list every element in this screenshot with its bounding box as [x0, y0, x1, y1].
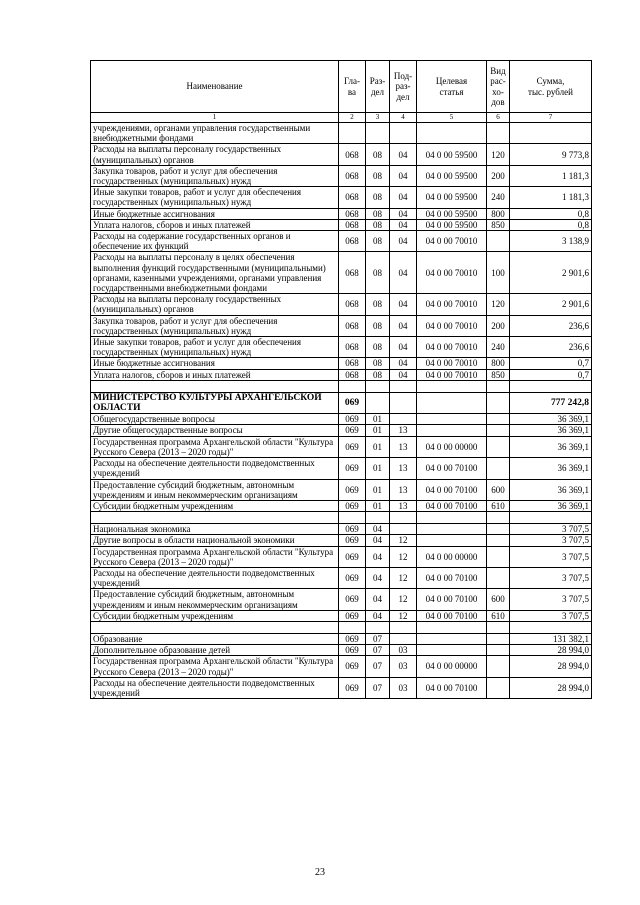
- row-target-article-cell: [417, 392, 487, 413]
- row-expense-type-cell: [487, 524, 510, 535]
- row-glava-cell: 069: [339, 458, 366, 479]
- row-target-article-cell: 04 0 00 59500: [417, 219, 487, 230]
- table-row: [91, 337, 592, 358]
- row-razdel-cell: 04: [366, 535, 390, 546]
- table-row: [91, 231, 592, 252]
- row-podrazdel-cell: 04: [390, 187, 417, 208]
- row-target-article-cell: 04 0 00 70010: [417, 358, 487, 369]
- row-expense-type-cell: [487, 414, 510, 425]
- row-glava-cell: 069: [339, 546, 366, 567]
- row-name-cell: Уплата налогов, сборов и иных платежей: [91, 219, 339, 230]
- row-amount-cell: 9 773,8: [510, 144, 592, 165]
- row-amount-cell: 36 369,1: [510, 436, 592, 457]
- table-row: [91, 546, 592, 567]
- row-podrazdel-cell: 13: [390, 458, 417, 479]
- row-expense-type-cell: 120: [487, 144, 510, 165]
- row-expense-type-cell: [487, 546, 510, 567]
- row-amount-cell: 3 707,5: [510, 589, 592, 610]
- row-amount-cell: 236,6: [510, 337, 592, 358]
- table-row: [91, 436, 592, 457]
- blank-cell: [366, 621, 390, 633]
- row-target-article-cell: 04 0 00 00000: [417, 656, 487, 677]
- row-name-cell: Субсидии бюджетным учреждениям: [91, 610, 339, 621]
- row-expense-type-cell: 600: [487, 479, 510, 500]
- blank-cell: [366, 380, 390, 392]
- row-expense-type-cell: 200: [487, 315, 510, 336]
- row-expense-type-cell: [487, 535, 510, 546]
- table-row: [91, 369, 592, 380]
- row-podrazdel-cell: 12: [390, 610, 417, 621]
- row-amount-cell: 3 707,5: [510, 524, 592, 535]
- column-number: 2: [339, 113, 366, 123]
- table-row: [91, 567, 592, 588]
- row-razdel-cell: 07: [366, 633, 390, 644]
- row-expense-type-cell: [487, 425, 510, 436]
- table-row: [91, 610, 592, 621]
- budget-table: [90, 60, 592, 699]
- table-row: [91, 144, 592, 165]
- table-row: [91, 414, 592, 425]
- blank-cell: [366, 512, 390, 524]
- row-glava-cell: 068: [339, 165, 366, 186]
- row-razdel-cell: 08: [366, 358, 390, 369]
- row-amount-cell: 3 707,5: [510, 610, 592, 621]
- row-target-article-cell: 04 0 00 70010: [417, 369, 487, 380]
- column-number: 3: [366, 113, 390, 123]
- blank-cell: [487, 512, 510, 524]
- row-podrazdel-cell: [390, 633, 417, 644]
- row-glava-cell: 068: [339, 231, 366, 252]
- table-body: [91, 123, 592, 699]
- row-target-article-cell: 04 0 00 59500: [417, 208, 487, 219]
- row-name-cell: Расходы на содержание государственных органов и обеспечение их функций: [91, 231, 339, 252]
- row-target-article-cell: 04 0 00 70100: [417, 589, 487, 610]
- row-amount-cell: 36 369,1: [510, 479, 592, 500]
- table-row: [91, 633, 592, 644]
- row-glava-cell: 068: [339, 208, 366, 219]
- row-name-cell: Субсидии бюджетным учреждениям: [91, 500, 339, 511]
- table-row: [91, 252, 592, 294]
- row-name-cell: Предоставление субсидий бюджетным, автономным учреждениям и иным некоммерческим организациям: [91, 479, 339, 500]
- row-name-cell: Расходы на выплаты персоналу государственных (муниципальных) органов: [91, 294, 339, 315]
- row-amount-cell: 3 707,5: [510, 567, 592, 588]
- row-expense-type-cell: [487, 436, 510, 457]
- row-target-article-cell: 04 0 00 70100: [417, 458, 487, 479]
- row-razdel-cell: 04: [366, 546, 390, 567]
- row-name-cell: Общегосударственные вопросы: [91, 414, 339, 425]
- row-name-cell: Закупка товаров, работ и услуг для обеспечения государственных (муниципальных) нужд: [91, 165, 339, 186]
- row-name-cell: Уплата налогов, сборов и иных платежей: [91, 369, 339, 380]
- row-razdel-cell: 08: [366, 144, 390, 165]
- header-glava: Гла- ва: [339, 61, 366, 113]
- row-podrazdel-cell: 04: [390, 294, 417, 315]
- row-target-article-cell: 04 0 00 70010: [417, 294, 487, 315]
- row-glava-cell: 068: [339, 337, 366, 358]
- row-name-cell: Дополнительное образование детей: [91, 645, 339, 656]
- row-name-cell: Иные закупки товаров, работ и услуг для обеспечения государственных (муниципальных) нужд: [91, 187, 339, 208]
- row-glava-cell: 068: [339, 369, 366, 380]
- row-glava-cell: 069: [339, 535, 366, 546]
- blank-cell: [417, 380, 487, 392]
- row-podrazdel-cell: 13: [390, 500, 417, 511]
- blank-cell: [91, 512, 339, 524]
- row-expense-type-cell: [487, 231, 510, 252]
- row-glava-cell: 069: [339, 436, 366, 457]
- row-glava-cell: 068: [339, 187, 366, 208]
- column-number: 6: [487, 113, 510, 123]
- row-podrazdel-cell: 04: [390, 219, 417, 230]
- row-podrazdel-cell: 03: [390, 656, 417, 677]
- column-number: 5: [417, 113, 487, 123]
- row-razdel-cell: 08: [366, 315, 390, 336]
- row-amount-cell: 3 707,5: [510, 535, 592, 546]
- row-glava-cell: 068: [339, 358, 366, 369]
- row-target-article-cell: 04 0 00 70100: [417, 677, 487, 698]
- row-name-cell: Расходы на выплаты персоналу государственных (муниципальных) органов: [91, 144, 339, 165]
- blank-cell: [339, 621, 366, 633]
- row-target-article-cell: 04 0 00 59500: [417, 165, 487, 186]
- row-podrazdel-cell: 13: [390, 425, 417, 436]
- row-glava-cell: 069: [339, 479, 366, 500]
- row-podrazdel-cell: 04: [390, 315, 417, 336]
- blank-cell: [487, 621, 510, 633]
- row-expense-type-cell: 600: [487, 589, 510, 610]
- row-amount-cell: 3 138,9: [510, 231, 592, 252]
- row-glava-cell: 069: [339, 633, 366, 644]
- row-razdel-cell: 08: [366, 208, 390, 219]
- table-row: [91, 458, 592, 479]
- row-razdel-cell: 08: [366, 231, 390, 252]
- row-razdel-cell: 04: [366, 610, 390, 621]
- row-glava-cell: 069: [339, 524, 366, 535]
- row-razdel-cell: 07: [366, 677, 390, 698]
- table-row: [91, 165, 592, 186]
- table-row: [91, 208, 592, 219]
- row-amount-cell: 236,6: [510, 315, 592, 336]
- row-glava-cell: 069: [339, 425, 366, 436]
- row-name-cell: Расходы на обеспечение деятельности подведомственных учреждений: [91, 458, 339, 479]
- blank-cell: [91, 621, 339, 633]
- header-razdel: Раз- дел: [366, 61, 390, 113]
- row-amount-cell: 2 901,6: [510, 294, 592, 315]
- row-expense-type-cell: [487, 392, 510, 413]
- row-glava-cell: 068: [339, 144, 366, 165]
- table-row: [91, 535, 592, 546]
- row-expense-type-cell: 800: [487, 358, 510, 369]
- row-amount-cell: 28 994,0: [510, 656, 592, 677]
- table-row: [91, 524, 592, 535]
- header-amount: Сумма, тыс. рублей: [510, 61, 592, 113]
- row-name-cell: Закупка товаров, работ и услуг для обеспечения государственных (муниципальных) нужд: [91, 315, 339, 336]
- row-target-article-cell: 04 0 00 70010: [417, 337, 487, 358]
- row-target-article-cell: 04 0 00 59500: [417, 144, 487, 165]
- blank-cell: [390, 512, 417, 524]
- row-razdel-cell: [366, 392, 390, 413]
- row-target-article-cell: [417, 633, 487, 644]
- row-name-cell: Государственная программа Архангельской области "Культура Русского Севера (2013 – 2020 годы)": [91, 546, 339, 567]
- row-glava-cell: 068: [339, 294, 366, 315]
- row-razdel-cell: 04: [366, 524, 390, 535]
- row-target-article-cell: 04 0 00 70100: [417, 610, 487, 621]
- row-podrazdel-cell: 03: [390, 645, 417, 656]
- row-podrazdel-cell: 04: [390, 144, 417, 165]
- row-razdel-cell: 08: [366, 165, 390, 186]
- row-target-article-cell: 04 0 00 70010: [417, 252, 487, 294]
- row-expense-type-cell: 850: [487, 369, 510, 380]
- row-expense-type-cell: 120: [487, 294, 510, 315]
- row-target-article-cell: [417, 535, 487, 546]
- row-glava-cell: 069: [339, 567, 366, 588]
- row-amount-cell: 0,7: [510, 369, 592, 380]
- row-expense-type-cell: 100: [487, 252, 510, 294]
- row-glava-cell: 068: [339, 219, 366, 230]
- row-target-article-cell: [417, 414, 487, 425]
- row-razdel-cell: 04: [366, 589, 390, 610]
- row-target-article-cell: 04 0 00 59500: [417, 187, 487, 208]
- row-target-article-cell: 04 0 00 70100: [417, 500, 487, 511]
- row-expense-type-cell: 610: [487, 500, 510, 511]
- blank-cell: [339, 512, 366, 524]
- row-name-cell: Расходы на выплаты персоналу в целях обеспечения выполнения функций государственными (муниципальными) органами, казенными учреждениями, органами управления государственными внебюджетными фондами: [91, 252, 339, 294]
- row-target-article-cell: 04 0 00 00000: [417, 436, 487, 457]
- row-target-article-cell: [417, 425, 487, 436]
- row-name-cell: Расходы на обеспечение деятельности подведомственных учреждений: [91, 567, 339, 588]
- row-glava-cell: 068: [339, 315, 366, 336]
- row-razdel-cell: 08: [366, 294, 390, 315]
- row-glava-cell: 068: [339, 252, 366, 294]
- row-razdel-cell: 08: [366, 219, 390, 230]
- blank-cell: [510, 380, 592, 392]
- row-name-cell: Иные бюджетные ассигнования: [91, 208, 339, 219]
- blank-row: [91, 380, 592, 392]
- table-row: [91, 677, 592, 698]
- blank-cell: [390, 621, 417, 633]
- row-podrazdel-cell: 13: [390, 436, 417, 457]
- row-amount-cell: 0,8: [510, 219, 592, 230]
- row-amount-cell: 28 994,0: [510, 677, 592, 698]
- row-name-cell: учреждениями, органами управления государственными внебюджетными фондами: [91, 123, 339, 144]
- row-name-cell: Расходы на обеспечение деятельности подведомственных учреждений: [91, 677, 339, 698]
- blank-cell: [510, 512, 592, 524]
- row-name-cell: Образование: [91, 633, 339, 644]
- row-expense-type-cell: 240: [487, 187, 510, 208]
- row-glava-cell: 069: [339, 656, 366, 677]
- row-amount-cell: 1 181,3: [510, 187, 592, 208]
- row-glava-cell: 069: [339, 500, 366, 511]
- table-row: [91, 645, 592, 656]
- column-number: 7: [510, 113, 592, 123]
- header-target-article: Целевая статья: [417, 61, 487, 113]
- row-glava-cell: 069: [339, 645, 366, 656]
- row-expense-type-cell: [487, 677, 510, 698]
- row-glava-cell: 069: [339, 392, 366, 413]
- row-podrazdel-cell: 12: [390, 546, 417, 567]
- row-amount-cell: 36 369,1: [510, 458, 592, 479]
- row-razdel-cell: 01: [366, 436, 390, 457]
- row-target-article-cell: [417, 524, 487, 535]
- row-expense-type-cell: 240: [487, 337, 510, 358]
- row-target-article-cell: [417, 123, 487, 144]
- row-razdel-cell: [366, 123, 390, 144]
- row-glava-cell: [339, 123, 366, 144]
- blank-cell: [339, 380, 366, 392]
- header-name: Наименование: [91, 61, 339, 113]
- row-razdel-cell: 08: [366, 337, 390, 358]
- row-expense-type-cell: [487, 633, 510, 644]
- row-target-article-cell: 04 0 00 70100: [417, 479, 487, 500]
- blank-cell: [91, 380, 339, 392]
- blank-cell: [417, 512, 487, 524]
- row-podrazdel-cell: 04: [390, 358, 417, 369]
- row-target-article-cell: [417, 645, 487, 656]
- row-podrazdel-cell: 12: [390, 567, 417, 588]
- row-expense-type-cell: [487, 645, 510, 656]
- row-amount-cell: [510, 123, 592, 144]
- row-podrazdel-cell: [390, 123, 417, 144]
- header-row: [91, 61, 592, 113]
- row-expense-type-cell: 200: [487, 165, 510, 186]
- row-podrazdel-cell: 04: [390, 337, 417, 358]
- row-amount-cell: 0,8: [510, 208, 592, 219]
- row-expense-type-cell: 800: [487, 208, 510, 219]
- row-amount-cell: 3 707,5: [510, 546, 592, 567]
- row-glava-cell: 069: [339, 610, 366, 621]
- row-name-cell: Другие вопросы в области национальной экономики: [91, 535, 339, 546]
- row-amount-cell: 1 181,3: [510, 165, 592, 186]
- table-row: [91, 219, 592, 230]
- row-razdel-cell: 07: [366, 656, 390, 677]
- row-razdel-cell: 01: [366, 500, 390, 511]
- table-row: [91, 479, 592, 500]
- header-podrazdel: Под- раз- дел: [390, 61, 417, 113]
- row-target-article-cell: 04 0 00 00000: [417, 546, 487, 567]
- row-name-cell: Предоставление субсидий бюджетным, автономным учреждениям и иным некоммерческим организациям: [91, 589, 339, 610]
- table-row: [91, 187, 592, 208]
- header-expense-type: Вид рас- хо- дов: [487, 61, 510, 113]
- row-podrazdel-cell: 04: [390, 231, 417, 252]
- table-row: [91, 123, 592, 144]
- blank-cell: [510, 621, 592, 633]
- row-podrazdel-cell: 12: [390, 535, 417, 546]
- row-razdel-cell: 01: [366, 479, 390, 500]
- row-target-article-cell: 04 0 00 70010: [417, 231, 487, 252]
- row-podrazdel-cell: 04: [390, 208, 417, 219]
- table-row: [91, 500, 592, 511]
- row-expense-type-cell: 610: [487, 610, 510, 621]
- blank-cell: [417, 621, 487, 633]
- row-razdel-cell: 08: [366, 369, 390, 380]
- row-razdel-cell: 08: [366, 187, 390, 208]
- table-row: [91, 315, 592, 336]
- row-podrazdel-cell: [390, 524, 417, 535]
- table-row: [91, 294, 592, 315]
- row-podrazdel-cell: [390, 392, 417, 413]
- budget-table-page: [90, 60, 591, 699]
- column-number: 1: [91, 113, 339, 123]
- row-target-article-cell: 04 0 00 70010: [417, 315, 487, 336]
- row-name-cell: Другие общегосударственные вопросы: [91, 425, 339, 436]
- page-number: 23: [315, 867, 325, 878]
- row-razdel-cell: 08: [366, 252, 390, 294]
- row-target-article-cell: 04 0 00 70100: [417, 567, 487, 588]
- row-podrazdel-cell: 04: [390, 165, 417, 186]
- blank-row: [91, 621, 592, 633]
- table-row: [91, 589, 592, 610]
- row-glava-cell: 069: [339, 677, 366, 698]
- row-razdel-cell: 04: [366, 567, 390, 588]
- row-razdel-cell: 01: [366, 414, 390, 425]
- row-name-cell: Государственная программа Архангельской области "Культура Русского Севера (2013 – 2020 годы)": [91, 436, 339, 457]
- column-number-row: [91, 113, 592, 123]
- row-podrazdel-cell: 04: [390, 252, 417, 294]
- row-podrazdel-cell: 12: [390, 589, 417, 610]
- row-razdel-cell: 01: [366, 458, 390, 479]
- table-row: [91, 425, 592, 436]
- row-amount-cell: 131 382,1: [510, 633, 592, 644]
- row-amount-cell: 777 242,8: [510, 392, 592, 413]
- row-amount-cell: 28 994,0: [510, 645, 592, 656]
- row-expense-type-cell: [487, 458, 510, 479]
- table-row: [91, 358, 592, 369]
- row-razdel-cell: 07: [366, 645, 390, 656]
- row-razdel-cell: 01: [366, 425, 390, 436]
- ministry-row: [91, 392, 592, 413]
- row-expense-type-cell: [487, 656, 510, 677]
- row-expense-type-cell: 850: [487, 219, 510, 230]
- table-row: [91, 656, 592, 677]
- row-podrazdel-cell: 13: [390, 479, 417, 500]
- row-podrazdel-cell: 03: [390, 677, 417, 698]
- row-expense-type-cell: [487, 123, 510, 144]
- row-amount-cell: 36 369,1: [510, 500, 592, 511]
- row-amount-cell: 36 369,1: [510, 425, 592, 436]
- row-glava-cell: 069: [339, 589, 366, 610]
- row-expense-type-cell: [487, 567, 510, 588]
- row-name-cell: Государственная программа Архангельской области "Культура Русского Севера (2013 – 2020 годы)": [91, 656, 339, 677]
- row-amount-cell: 2 901,6: [510, 252, 592, 294]
- blank-row: [91, 512, 592, 524]
- column-number: 4: [390, 113, 417, 123]
- row-podrazdel-cell: [390, 414, 417, 425]
- row-amount-cell: 0,7: [510, 358, 592, 369]
- row-name-cell: Национальная экономика: [91, 524, 339, 535]
- blank-cell: [390, 380, 417, 392]
- row-amount-cell: 36 369,1: [510, 414, 592, 425]
- row-name-cell: Иные закупки товаров, работ и услуг для обеспечения государственных (муниципальных) нужд: [91, 337, 339, 358]
- row-name-cell: Иные бюджетные ассигнования: [91, 358, 339, 369]
- row-podrazdel-cell: 04: [390, 369, 417, 380]
- blank-cell: [487, 380, 510, 392]
- row-glava-cell: 069: [339, 414, 366, 425]
- row-name-cell: МИНИСТЕРСТВО КУЛЬТУРЫ АРХАНГЕЛЬСКОЙ ОБЛАСТИ: [91, 392, 339, 413]
